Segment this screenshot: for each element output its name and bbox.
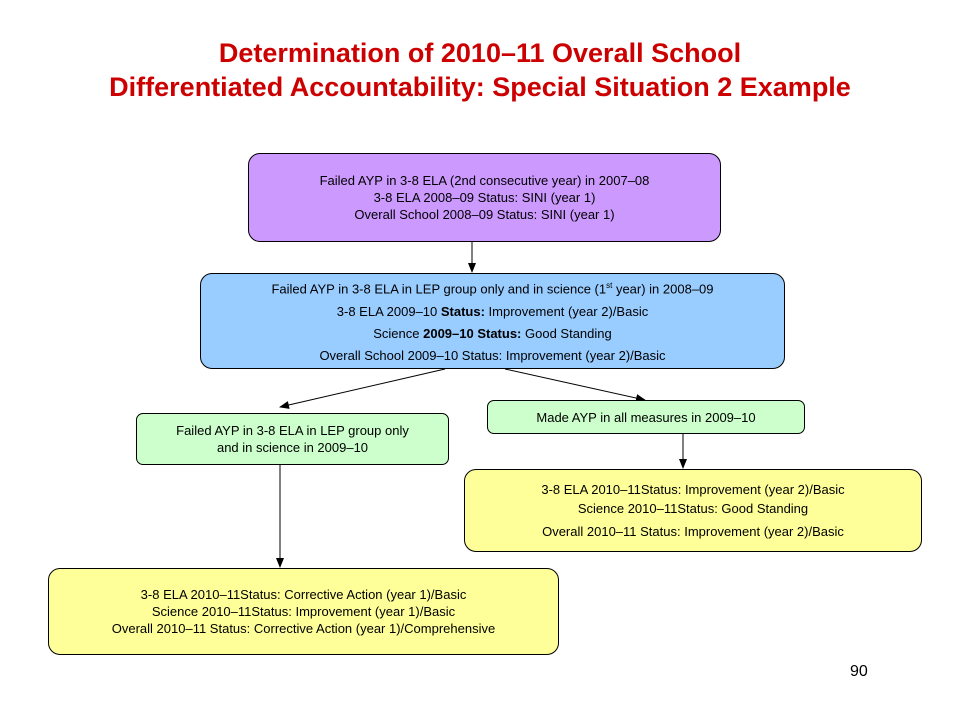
- box3-line-2: and in science in 2009–10: [216, 440, 369, 455]
- box1-line-2: 3-8 ELA 2008–09 Status: SINI (year 1): [373, 190, 596, 205]
- box1-line-1: Failed AYP in 3-8 ELA (2nd consecutive year) in 2007–08: [319, 173, 650, 188]
- box-2008-09-status: [200, 273, 785, 369]
- box1-line-3: Overall School 2008–09 Status: SINI (year 1): [354, 207, 615, 222]
- box2-line-4: Overall School 2009–10 Status: Improvement (year 2)/Basic: [319, 347, 666, 363]
- page-number: 90: [850, 663, 868, 680]
- box5-line-3: Overall 2010–11 Status: Improvement (year 2)/Basic: [542, 524, 844, 539]
- box2-line-3: Science 2009–10 Status: Good Standing: [373, 325, 612, 341]
- box5-line-1: 3-8 ELA 2010–11Status: Improvement (year 2)/Basic: [541, 482, 845, 497]
- box5-line-2: Science 2010–11Status: Good Standing: [577, 501, 809, 516]
- title-line-2: Differentiated Accountability: Special Situation 2 Example: [109, 72, 851, 102]
- box-2010-11-status-failed: [48, 568, 559, 655]
- box6-line-1: 3-8 ELA 2010–11Status: Corrective Action (year 1)/Basic: [140, 587, 467, 602]
- box2-line-1: Failed AYP in 3-8 ELA in LEP group only and in science (1st year) in 2008–09: [271, 281, 714, 297]
- box3-line-1: Failed AYP in 3-8 ELA in LEP group only: [176, 423, 409, 438]
- box6-line-2: Science 2010–11Status: Improvement (year 1)/Basic: [151, 604, 456, 619]
- box-2010-11-status-made-ayp: [464, 469, 922, 552]
- box4-line-1: Made AYP in all measures in 2009–10: [536, 409, 756, 425]
- box-failed-2009-10: [136, 413, 449, 465]
- box2-line-2: 3-8 ELA 2009–10 Status: Improvement (year 2)/Basic: [336, 303, 649, 319]
- box-made-ayp-2009-10: [487, 400, 805, 434]
- box6-line-3: Overall 2010–11 Status: Corrective Action (year 1)/Comprehensive: [111, 621, 496, 636]
- title-line-1: Determination of 2010–11 Overall School: [218, 38, 742, 68]
- arrow-box2-to-box4: [505, 369, 645, 400]
- arrow-box2-to-box3: [280, 369, 445, 407]
- box-2007-08-status: [248, 153, 721, 242]
